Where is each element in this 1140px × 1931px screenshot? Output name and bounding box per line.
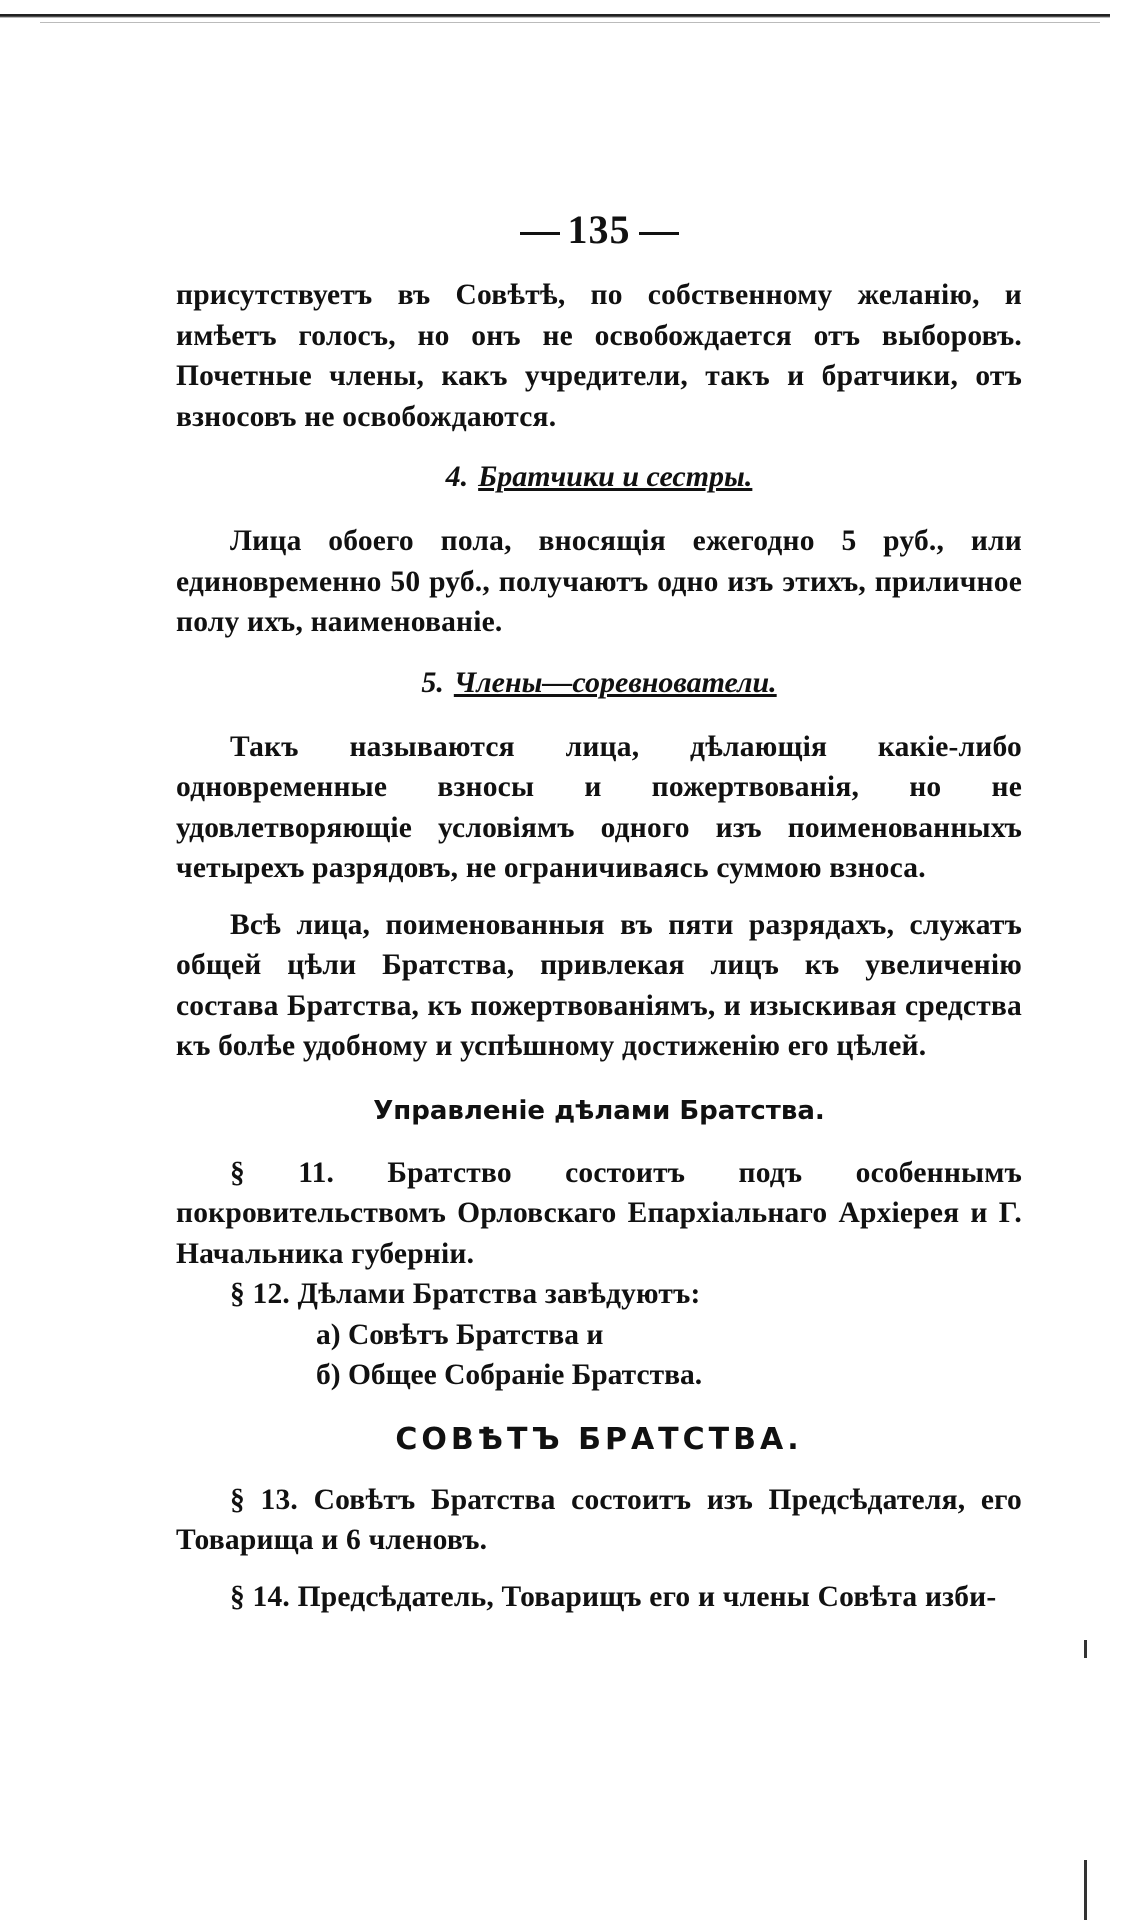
list-item-a: а) Совѣтъ Братства и <box>316 1318 604 1351</box>
spacer <box>176 889 1022 905</box>
paragraph-all-persons: Всѣ лица, поименованныя въ пяти разрядахъ, служатъ общей цѣли Братства, привлекая лицъ къ увеличенію состава Братства, къ пожертвованіямъ, и изыскивая средства къ болѣе удобному и успѣшному достиженію его цѣлей. <box>176 908 1022 1062</box>
section-4-number: 4. <box>445 460 469 493</box>
spacer <box>176 1561 1022 1577</box>
section-5-number: 5. <box>421 665 444 699</box>
paragraph-continuation: присутствуетъ въ Совѣтѣ, по собственному желанію, и имѣетъ голосъ, но онъ не освобождается отъ выборовъ. Почетные члены, какъ учредители, такъ и братчики, отъ взносовъ не освобождаются. <box>176 279 1022 433</box>
paragraph-section-14: § 14. Предсѣдатель, Товарищъ его и члены Совѣта изби- <box>230 1580 997 1613</box>
page-number-dash-left <box>520 232 560 235</box>
page-number-dash-right <box>639 232 679 235</box>
council-heading: СОВѢТЪ БРАТСТВА. <box>395 1421 803 1457</box>
list-item-b: б) Общее Собраніе Братства. <box>316 1359 703 1391</box>
page-number-value: 135 <box>567 207 631 252</box>
paragraph-section-12: § 12. Дѣлами Братства завѣдуютъ: <box>230 1278 701 1310</box>
paragraph-brothers-sisters: Лица обоего пола, вносящія ежегодно 5 руб., или единовременно 50 руб., получаютъ одно изъ этихъ, приличное полу ихъ, наименованіе. <box>176 525 1022 638</box>
section-4-heading: Братчики и сестры. <box>478 460 753 493</box>
scan-margin-mark <box>1084 1860 1087 1920</box>
section-5-heading: Члены—соревнователи. <box>453 665 777 699</box>
top-edge-rule <box>0 14 1110 18</box>
paragraph-competitors: Такъ называются лица, дѣлающія какіе-либо одновременные взносы и пожертвованія, но не удовлетворяющіе условіямъ одного изъ поименованныхъ четырехъ разрядовъ, не ограничиваясь суммою взноса. <box>176 730 1022 884</box>
page-number <box>176 205 1022 255</box>
paragraph-section-11: § 11. Братство состоитъ подъ особеннымъ покровительствомъ Орловскаго Епархіальнаго Архіерея и Г. Начальника губерніи. <box>176 1156 1022 1270</box>
paragraph-section-13: § 13. Совѣтъ Братства состоитъ изъ Предсѣдателя, его Товарища и 6 членовъ. <box>176 1483 1022 1556</box>
scan-margin-mark <box>1084 1640 1087 1658</box>
section-5-title <box>176 663 1022 703</box>
management-heading: Управленіе дѣлами Братства. <box>373 1095 825 1126</box>
page-body <box>176 205 1022 1617</box>
top-edge-rule-thin <box>40 22 1100 23</box>
section-4-title <box>176 457 1022 497</box>
